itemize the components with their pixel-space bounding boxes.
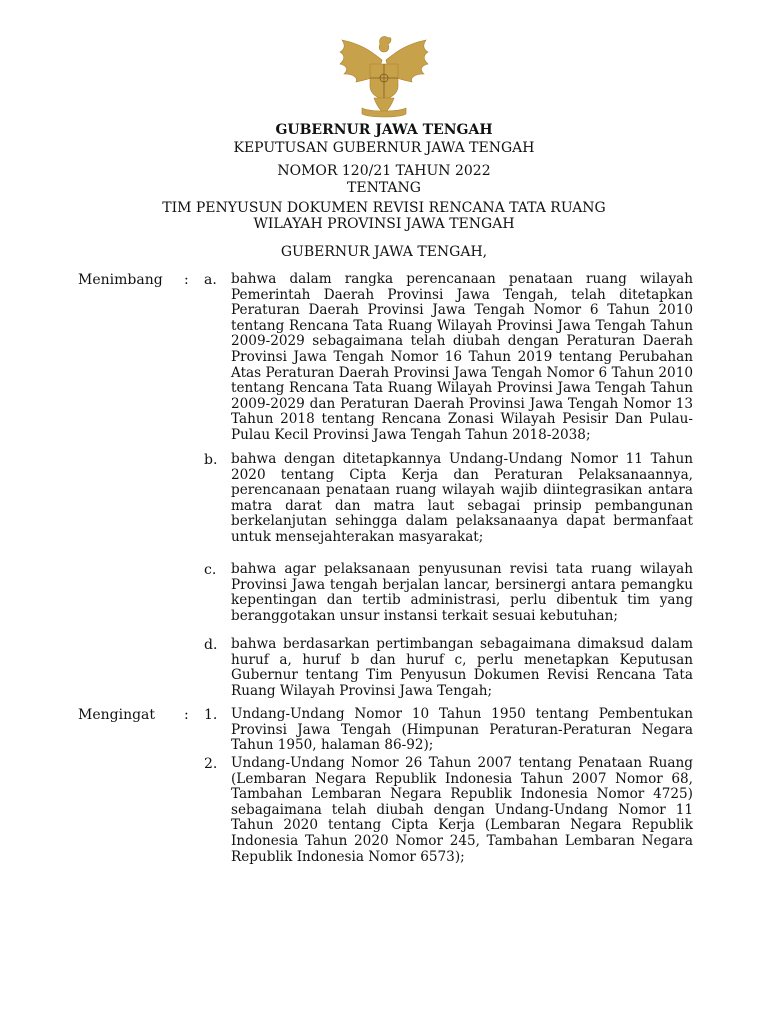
subject-line-2: WILAYAH PROVINSI JAWA TENGAH <box>253 216 515 232</box>
menimbang-item-a: bahwa dalam rangka perencanaan penataan ruang wilayah Pemerintah Daerah Provinsi Jawa Tengah, telah ditetapkan Peraturan Daerah Provinsi Jawa Tengah Nomor 6 Tahun 2010 tentang Rencana Tata Ruang Wilayah Provinsi Jawa Tengah Tahun 2009-2029 sebagaimana telah diubah dengan Peraturan Daerah Provinsi Jawa Tengah Nomor 16 Tahun 2019 tentang Perubahan Atas Peraturan Daerah Provinsi Jawa Tengah Nomor 6 Tahun 2010 tentang Rencana Tata Ruang Wilayah Provinsi Jawa Tengah Tahun 2009-2029 dan Peraturan Daerah Provinsi Jawa Tengah Nomor 13 Tahun 2018 tentang Rencana Zonasi Wilayah Pesisir Dan Pulau-Pulau Kecil Provinsi Jawa Tengah Tahun 2018-2038; <box>231 271 693 443</box>
menimbang-item-b: bahwa dengan ditetapkannya Undang-Undang Nomor 11 Tahun 2020 tentang Cipta Kerja dan Peraturan Pelaksanaannya, perencanaan penataan ruang wilayah wajib diintegrasikan antara matra darat dan matra laut sebagai prinsip pembangunan berkelanjutan sehingga dalam pelaksanaanya dapat bermanfaat untuk mensejahterakan masyarakat; <box>231 451 693 545</box>
mengingat-marker-2: 2. <box>204 756 218 772</box>
mengingat-label: Mengingat <box>78 707 156 723</box>
mengingat-item-2: Undang-Undang Nomor 26 Tahun 2007 tentang Penataan Ruang (Lembaran Negara Republik Indonesia Tahun 2007 Nomor 68, Tambahan Lembaran Negara Republik Indonesia Nomor 4725) sebagaimana telah diubah dengan Undang-Undang Nomor 11 Tahun 2020 tentang Cipta Kerja (Lembaran Negara Republik Indonesia Tahun 2020 Nomor 245, Tambahan Lembaran Negara Republik Indonesia Nomor 6573); <box>231 755 693 865</box>
subject-line-1: TIM PENYUSUN DOKUMEN REVISI RENCANA TATA RUANG <box>162 200 606 216</box>
mengingat-colon: : <box>184 707 189 723</box>
decree-about: TENTANG <box>347 180 421 196</box>
menimbang-item-c: bahwa agar pelaksanaan penyusunan revisi tata ruang wilayah Provinsi Jawa tengah berjalan lancar, bersinergi antara pemangku kepentingan dan tertib administrasi, perlu dibentuk tim yang beranggotakan unsur instansi terkait sesuai kebutuhan; <box>231 561 693 624</box>
menimbang-item-d: bahwa berdasarkan pertimbangan sebagaimana dimaksud dalam huruf a, huruf b dan huruf c, perlu menetapkan Keputusan Gubernur tentang Tim Penyusun Dokumen Revisi Rencana Tata Ruang Wilayah Provinsi Jawa Tengah; <box>231 636 693 699</box>
decree-type: KEPUTUSAN GUBERNUR JAWA TENGAH <box>233 140 535 156</box>
menimbang-marker-c: c. <box>204 562 217 578</box>
menimbang-marker-a: a. <box>204 272 217 288</box>
menimbang-marker-b: b. <box>204 452 218 468</box>
issuer-title: GUBERNUR JAWA TENGAH <box>275 122 493 138</box>
menimbang-colon: : <box>184 272 189 288</box>
mengingat-marker-1: 1. <box>204 707 218 723</box>
menimbang-marker-d: d. <box>204 637 218 653</box>
authority-line: GUBERNUR JAWA TENGAH, <box>280 244 488 260</box>
mengingat-item-1: Undang-Undang Nomor 10 Tahun 1950 tentang Pembentukan Provinsi Jawa Tengah (Himpunan Peraturan-Peraturan Negara Tahun 1950, halaman 86-92); <box>231 706 693 754</box>
decree-number: NOMOR 120/21 TAHUN 2022 <box>277 163 491 179</box>
garuda-pancasila-emblem <box>332 30 436 120</box>
menimbang-label: Menimbang <box>78 272 163 288</box>
